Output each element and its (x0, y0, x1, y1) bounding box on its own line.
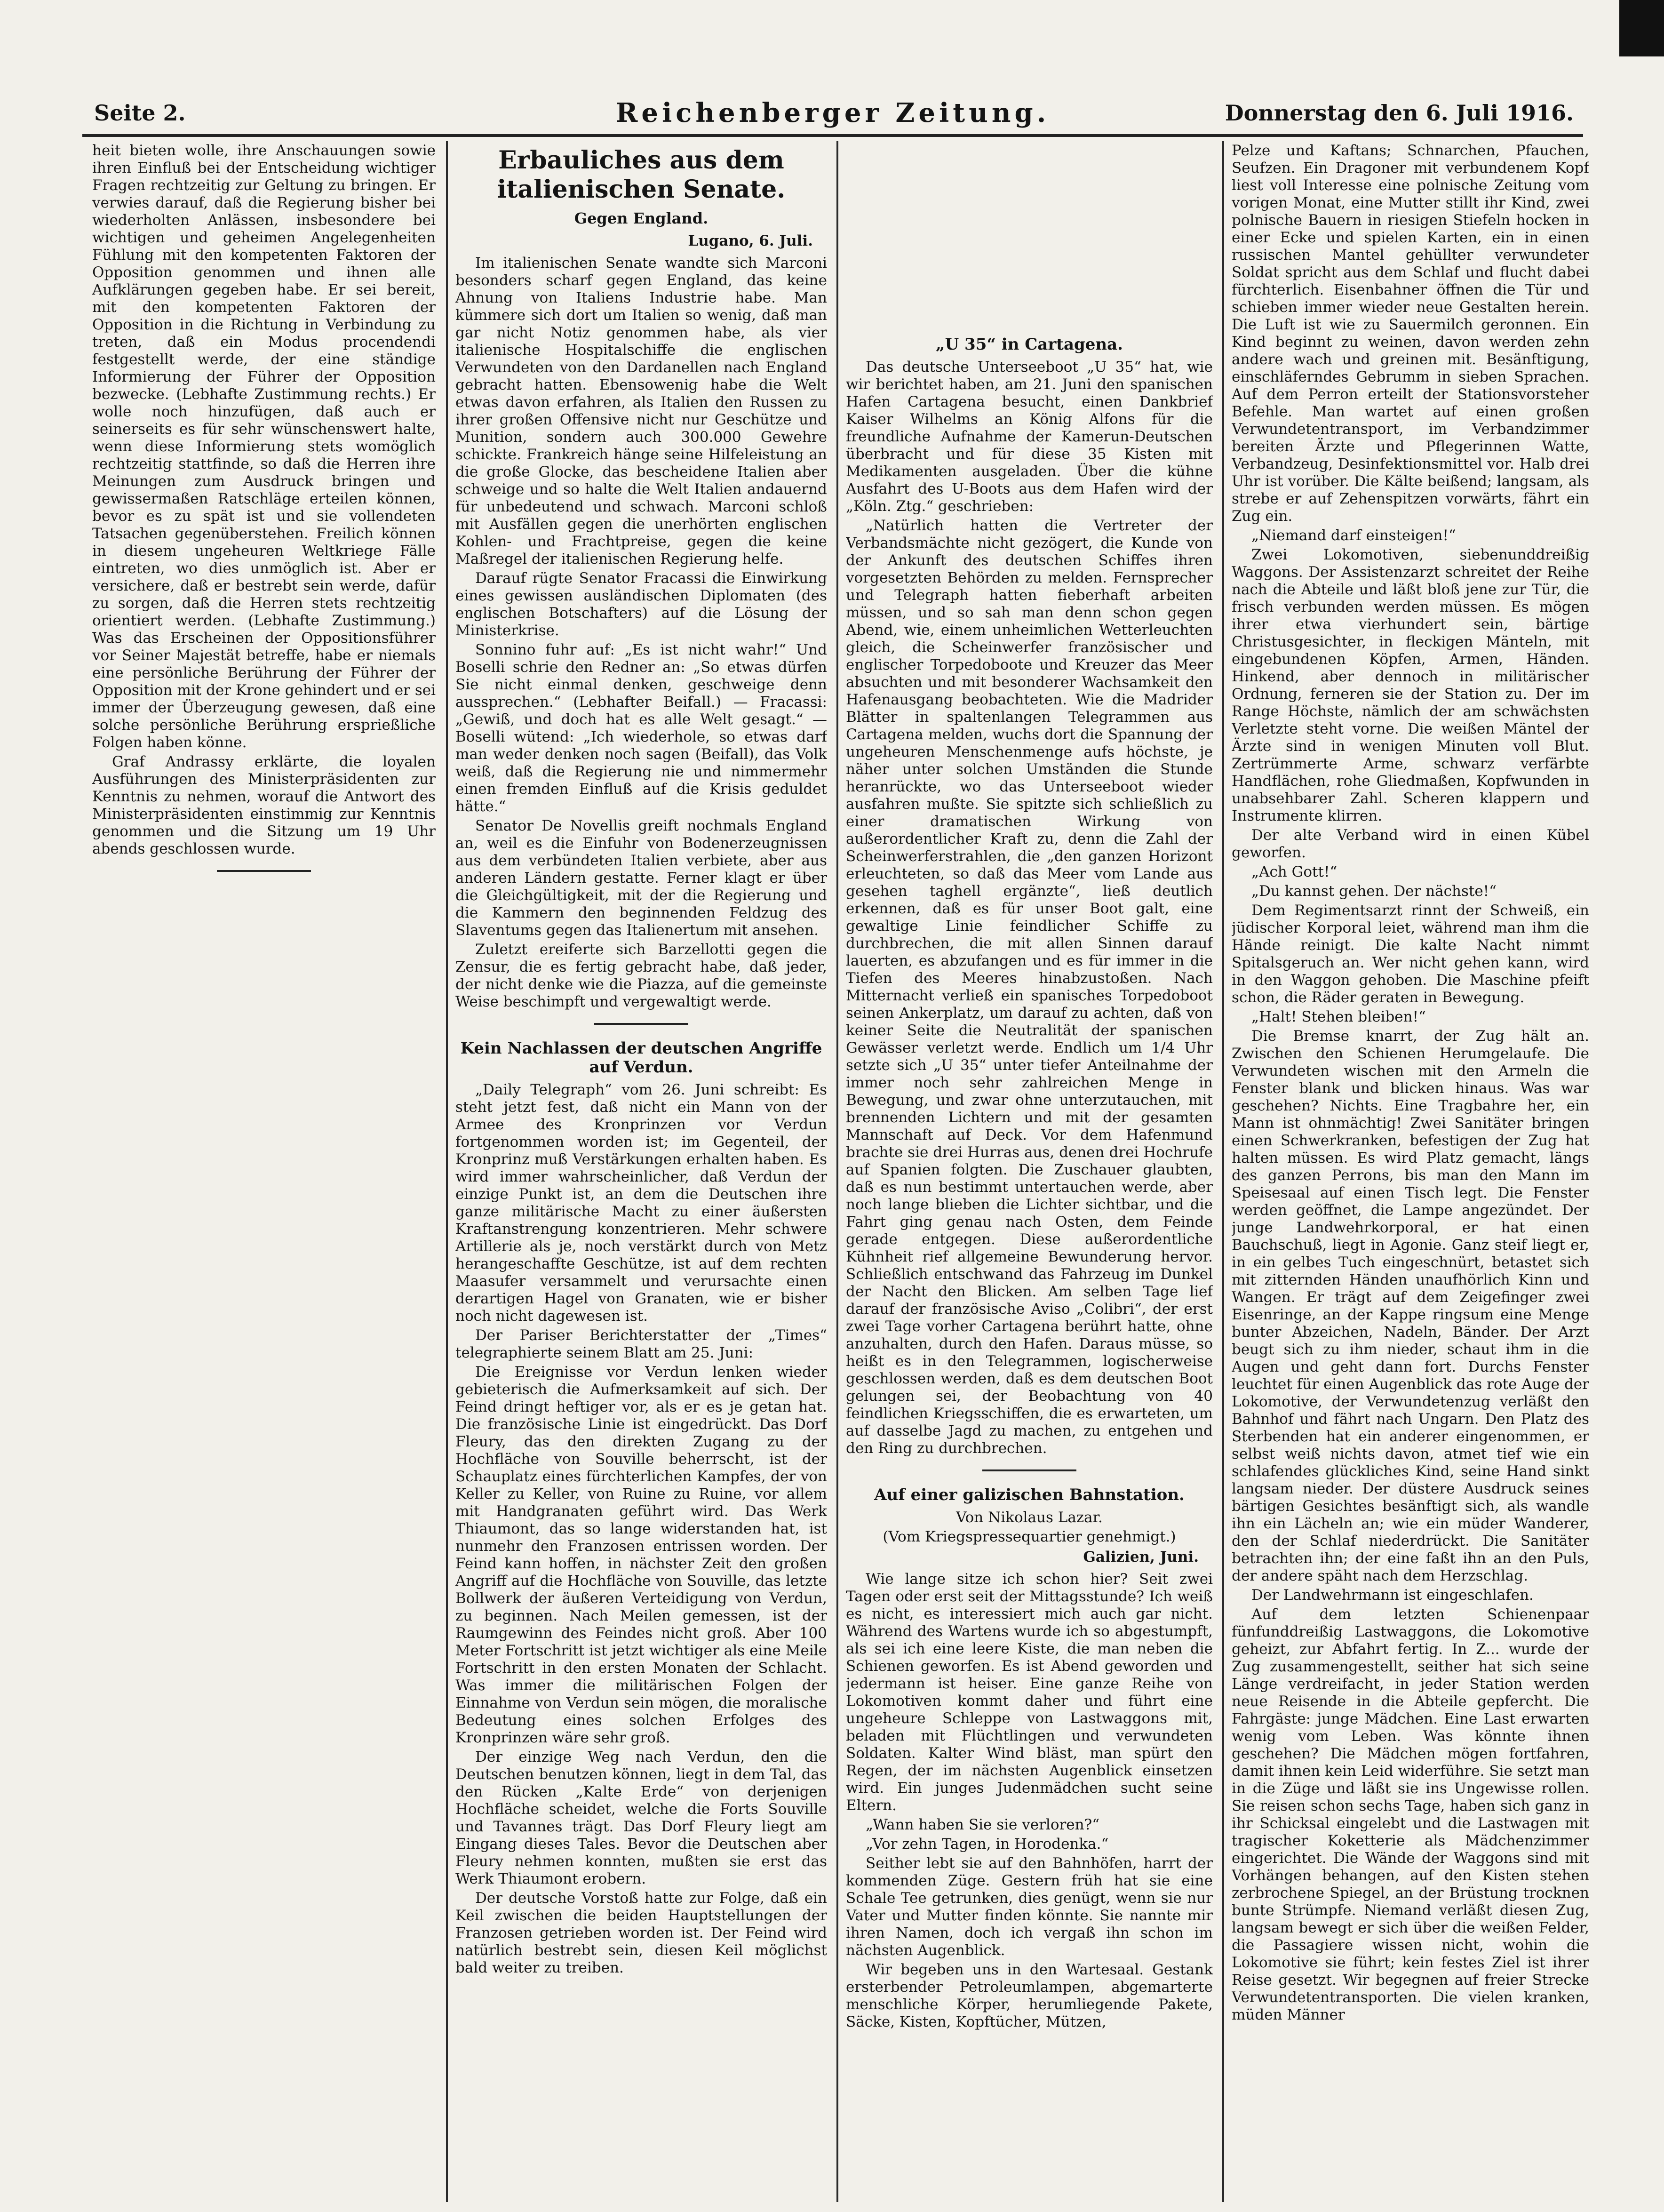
paragraph: heit bieten wolle, ihre Anschauungen sowie ihren Einfluß bei der Entscheidung wichtiger Fragen rechtzeitig zur Geltung zu bringen. Er verwies darauf, daß die Regierung bisher bei wiederholten Anlässen, insbesondere bei wichtigen und geheimen Angelegenheiten Fühlung mit den kompetenten Faktoren der Opposition genommen und ihnen alle Aufklärungen gegeben habe. Er sei bereit, mit den kompetenten Faktoren der Opposition in die Richtung in Verbindung zu treten, daß ein Modus procendendi festgestellt werde, der eine ständige Informierung der Führer der Opposition bezwecke. (Lebhafte Zustimmung rechts.) Er wolle noch hinzufügen, daß auch er seinerseits es für sehr wünschenswert halte, wenn diese Informierung stets womöglich rechtzeitig stattfinde, so daß die Herren ihre Meinungen zum Ausdruck bringen und gewissermaßen Ratschläge erteilen können, bevor es zu spät ist und sie vollendeten Tatsachen gegenüberstehen. Freilich können in diesem ungeheuren Weltkriege Fälle eintreten, wo dies unmöglich ist. Aber er versichere, daß er bestrebt sein werde, dafür zu sorgen, daß die Herren stets rechtzeitig orientiert werden. (Lebhafte Zustimmung.) Was das Erscheinen der Oppositionsführer vor Seiner Majestät betreffe, habe er niemals eine persönliche Berührung der Führer der Opposition mit der Krone gehindert und er sei immer der Überzeugung gewesen, daß eine solche persönliche Berührung ersprießliche Folgen haben könne. (92, 142, 436, 751)
paragraph: Der Landwehrmann ist eingeschlafen. (1251, 1587, 1534, 1604)
paragraph: Das deutsche Unterseeboot „U 35“ hat, wie wir berichtet haben, am 21. Juni den spanischen Hafen Cartagena besucht, einen Dankbrief Kaiser Wilhelms an König Alfons für die freundliche Aufnahme der Kamerun-Deutschen überbracht und für diese 35 Kisten mit Medikamenten ausgeladen. Über die kühne Ausfahrt des U-Boots aus dem Hafen wird der „Köln. Ztg.“ geschrieben: (846, 359, 1213, 515)
paragraph: Zuletzt ereiferte sich Barzellotti gegen die Zensur, die es fertig gebracht habe, daß jeder, der nicht denke wie die Piazza, auf die gemeinste Weise beschimpft und vergewaltigt werde. (455, 941, 827, 1010)
scan-corner-mark (1619, 0, 1664, 56)
page-number: Seite 2. (94, 100, 186, 126)
headline-italian-senate: Erbauliches aus dem italienischen Senate. (497, 146, 786, 204)
separator-rule (982, 1469, 1076, 1471)
paragraph: Die Bremse knarrt, der Zug hält an. Zwischen den Schienen Herumgelaufe. Die Verwundeten wischen mit den Armeln die Fenster blank und blicken hinaus. Was war geschehen? Nichts. Eine Tragbahre her, ein Mann ist ohnmächtig! Zwei Sanitäter bringen einen Schwerkranken, befestigen der Zug hat halten müssen. Es wird Platz gemacht, längs des ganzen Perrons, bis man den Mann im Speisesaal auf einen Tisch legt. Die Fenster werden geöffnet, die Lampe angezündet. Der junge Landwehrkorporal, er hat einen Bauchschuß, liegt in Agonie. Ganz steif liegt er, in ein gelbes Tuch eingeschnürt, betastet sich mit zitternden Händen unaufhörlich Kinn und Wangen. Er trägt auf dem Zeigefinger zwei Eisenringe, an der Kappe ringsum eine Menge bunter Abzeichen, Nadeln, Bänder. Der Arzt beugt sich zu ihm nieder, schaut ihm in die Augen und geht dann fort. Durchs Fenster leuchtet für einen Augenblick das rote Auge der Lokomotive, der Verwundetenzug verläßt den Bahnhof und fährt nach Ungarn. Den Platz des Sterbenden hat ein anderer eingenommen, er selbst weiß nichts davon, atmet tief wie ein schlafendes glückliches Kind, seine Hand sinkt langsam nieder. Der düstere Ausdruck seines bärtigen Gesichtes besänftigt sich, als wandle ihn ein Lächeln an; wie ein müder Wanderer, den der Schlaf niederdrückt. Die Sanitäter betrachten ihn; der eine faßt ihn an den Puls, der andere späht nach dem Herzschlag. (1232, 1028, 1589, 1584)
separator-rule (217, 870, 311, 872)
dateline: Galizien, Juni. (1083, 1549, 1199, 1565)
paragraph: „Du kannst gehen. Der nächste!“ (1251, 883, 1497, 900)
paragraph: Der Pariser Berichterstatter der „Times“ telegraphierte seinem Blatt am 25. Juni: (455, 1327, 827, 1361)
byline: Von Nikolaus Lazar. (956, 1509, 1103, 1526)
issue-date: Donnerstag den 6. Juli 1916. (1225, 100, 1574, 126)
paragraph: Wir begeben uns in den Wartesaal. Gestank ersterbender Petroleumlampen, abgemarterte menschliche Körper, herumliegende Pakete, Säcke, Kisten, Kopftücher, Mützen, (846, 1961, 1213, 2030)
separator-rule (594, 1023, 688, 1025)
paragraph: „Daily Telegraph“ vom 26. Juni schreibt: Es steht jetzt fest, daß nicht ein Mann von der Armee des Kronprinzen vor Verdun fortgenommen worden ist; im Gegenteil, der Kronprinz muß Verstärkungen erhalten haben. Es wird immer wahrscheinlicher, daß Verdun der einzige Punkt ist, an dem die Deutschen ihre ganze militärische Macht zu einer äußersten Kraftanstrengung konzentrieren. Mehr schwere Artillerie als je, noch verstärkt durch von Metz herangeschaffte Geschütze, ist auf dem rechten Maasufer versammelt und verursachte einen derartigen Hagel von Granaten, wie er bisher noch nicht dagewesen ist. (455, 1081, 827, 1325)
paragraph: Wie lange sitze ich schon hier? Seit zwei Tagen oder erst seit der Mittagsstunde? Ich weiß es nicht, es interessiert mich auch gar nicht. Während des Wartens wurde ich so abgestumpft, als sei ich eine leere Kiste, die man neben die Schienen geworfen. Es ist Abend geworden und jedermann ist heiser. Eine ganze Reihe von Lokomotiven kommt daher und führt eine ungeheure Schleppe von Lastwaggons mit, beladen mit Flüchtlingen und verwundeten Soldaten. Kalter Wind bläst, man spürt den Regen, der im nächsten Augenblick einsetzen wird. Ein junges Judenmädchen sucht seine Eltern. (846, 1571, 1213, 1814)
paragraph: Graf Andrassy erklärte, die loyalen Ausführungen des Ministerpräsidenten zur Kenntnis zu nehmen, worauf die Antwort des Ministerpräsidenten einstimmig zur Kenntnis genommen und die Sitzung um 19 Uhr abends geschlossen wurde. (92, 753, 436, 857)
paragraph: „Halt! Stehen bleiben!“ (1251, 1008, 1426, 1025)
headline-verdun: Kein Nachlassen der deutschen Angriffe auf Verdun. (460, 1039, 822, 1077)
column-rule-1 (446, 141, 448, 2202)
column-1 (92, 142, 436, 989)
paragraph: „Ach Gott!“ (1251, 863, 1338, 880)
paragraph: „Vor zehn Tagen, in Horodenka.“ (866, 1836, 1109, 1853)
column-2 (455, 142, 827, 2203)
paragraph: Seither lebt sie auf den Bahnhöfen, harrt der kommenden Züge. Gestern früh hat sie eine Schale Tee getrunken, dies genügt, wenn sie nur Vater und Mutter finden könnte. Sie nannte mir ihren Namen, doch ich vergaß ihn schon im nächsten Augenblick. (846, 1855, 1213, 1959)
paragraph: Auf dem letzten Schienenpaar fünfunddreißig Lastwaggons, die Lokomotive geheizt, zur Abfahrt fertig. In Z... wurde der Zug zusammengestellt, seither hat sich seine Länge verdreifacht, in jeder Station werden neue Reisende in die Abteile gepfercht. Die Fahrgäste: junge Mädchen. Eine Last erwarten wenig vom Leben. Was könnte ihnen geschehen? Die Mädchen mögen fortfahren, damit ihnen kein Leid widerführe. Sie setzt man in die Züge und läßt sie ins Ungewisse rollen. Sie reisen schon sechs Tage, haben sich ganz in ihr Schicksal eingelebt und die Lastwagen mit tragischer Koketterie als Mädchenzimmer eingerichtet. Die Wände der Waggons sind mit Vorhängen behangen, auf den Kisten stehen zerbrochene Spiegel, an der Brüstung trocknen bunte Strümpfe. Niemand verläßt diesen Zug, langsam bewegt er sich über die weißen Felder, die Passagiere wissen nicht, wohin die Lokomotive sie führt; kein festes Ziel ist ihrer Reise gesetzt. Wir begegnen auf freier Strecke Verwundetentransporten. Die vielen kranken, müden Männer (1232, 1606, 1589, 2023)
page-header (82, 92, 1583, 137)
paragraph: Zwei Lokomotiven, siebenunddreißig Waggons. Der Assistenzarzt schreitet der Reihe nach die Abteile und läßt bloß jene zur Tür, die frisch verbunden werden müssen. Es mögen ihrer etwa vierhundert sein, bärtige Christusgesichter, in fleckigen Mänteln, mit eingebundenen Köpfen, Armen, Händen. Hinkend, aber dennoch in militärischer Ordnung, ferneren sie der Station zu. Der im Range Höchste, nämlich der am schwächsten Verletzte steht vorne. Die weißen Mäntel der Ärzte sind in wenigen Minuten voll Blut. Zertrümmerte Arme, schwarz verfärbte Handflächen, rohe Gliedmaßen, Kopfwunden in unabsehbarer Zahl. Scheren klappern und Instrumente klirren. (1232, 546, 1589, 824)
paragraph: „Wann haben Sie sie verloren?“ (866, 1816, 1100, 1833)
paragraph: Sonnino fuhr auf: „Es ist nicht wahr!“ Und Boselli schrie den Redner an: „So etwas dürfen Sie nicht einmal denken, geschweige denn aussprechen.“ (Lebhafter Beifall.) — Fracassi: „Gewiß, und doch hat es alle Welt gesagt.“ — Boselli wütend: „Ich wiederhole, so etwas darf man weder denken noch sagen (Beifall), das Volk weiß, daß die Regierung nie und nimmermehr einen fremden Einfluß auf die Krisis geduldet hätte.“ (455, 641, 827, 815)
paragraph: Der alte Verband wird in einen Kübel geworfen. (1232, 827, 1589, 861)
paragraph: Die Ereignisse vor Verdun lenken wieder gebieterisch die Aufmerksamkeit auf sich. Der Feind dringt heftiger vor, als er es je getan hat. Die französische Linie ist eingedrückt. Das Dorf Fleury, das den direkten Zugang zu der Hochfläche von Souville beherrscht, ist der Schauplatz eines fürchterlichen Kampfes, der von Keller zu Keller, von Ruine zu Ruine, vor allem mit Handgranaten geführt wird. Das Werk Thiaumont, das so lange widerstanden hat, ist nunmehr den Franzosen entrissen worden. Der Feind kann hoffen, in nächster Zeit den großen Angriff auf die Hochfläche von Souville, das letzte Bollwerk der äußeren Verteidigung von Verdun, zu beginnen. Nach Meilen gemessen, ist der Raumgewinn des Feindes nicht groß. Aber 100 Meter Fortschritt ist jetzt wichtiger als eine Meile Fortschritt in den ersten Monaten der Schlacht. Was immer die militärischen Folgen der Einnahme von Verdun sein mögen, die moralische Bedeutung eines solchen Erfolges des Kronprinzen wäre sehr groß. (455, 1364, 827, 1746)
column-4 (1232, 142, 1589, 2203)
masthead-title: Reichenberger Zeitung. (615, 97, 1050, 128)
paragraph: Der einzige Weg nach Verdun, den die Deutschen benutzen können, liegt in dem Tal, das den Rücken „Kalte Erde“ von derjenigen Hochfläche scheidet, welche die Forts Souville und Tavannes trägt. Das Dorf Fleury liegt am Eingang dieses Tales. Bevor die Deutschen aber Fleury nehmen konnten, mußten sie erst das Werk Thiaumont erobern. (455, 1749, 827, 1887)
credit-line: (Vom Kriegspressequartier genehmigt.) (883, 1528, 1176, 1545)
paragraph: Der deutsche Vorstoß hatte zur Folge, daß ein Keil zwischen die beiden Hauptstellungen der Franzosen getrieben worden ist. Der Feind wird natürlich bestrebt sein, diesen Keil möglichst bald weiter zu treiben. (455, 1890, 827, 1976)
paragraph: Im italienischen Senate wandte sich Marconi besonders scharf gegen England, das keine Ahnung von Italiens Industrie habe. Man kümmere sich dort um Italien so wenig, daß man gar nicht Notiz genommen habe, als vier italienische Hospitalschiffe die englischen Verwundeten von den Dardanellen nach England gebracht hatten. Ebensowenig habe die Welt etwas davon erfahren, als Italien den Russen zu ihrer großen Offensive nicht nur Geschütze und Munition, sondern auch 300.000 Gewehre schickte. Frankreich hänge seine Hilfeleistung an die große Glocke, das bescheidene Italien aber schweige und so halte die Welt Italien andauernd für unbedeutend und schwach. Marconi schloß mit Ausfällen gegen die unerhörten englischen Kohlen- und Frachtpreise, gegen die keine Maßregel der italienischen Regierung helfe. (455, 255, 827, 567)
column-3 (846, 142, 1213, 2203)
subhead-gegen-england: Gegen England. (574, 209, 709, 227)
paragraph: Pelze und Kaftans; Schnarchen, Pfauchen, Seufzen. Ein Dragoner mit verbundenem Kopf liest voll Interesse eine polnische Zeitung vom vorigen Monat, eine Mutter stillt ihr Kind, zwei polnische Bauern in riesigen Stiefeln hocken in einer Ecke und spielen Karten, ein in einen russischen Mantel gehüllter verwundeter Soldat spricht aus dem Schlaf und flucht dabei fürchterlich. Eisenbahner öffnen die Tür und schieben immer wieder neue Gestalten herein. Die Luft ist wie zu Sauermilch geronnen. Ein Kind beginnt zu weinen, davon werden zehn andere wach und greinen mit. Besänftigung, einschläferndes Gebrumm in sieben Sprachen. Auf dem Perron erteilt der Stationsvorsteher Befehle. Man wartet auf einen großen Verwundetentransport, im Verbandzimmer bereiten Ärzte und Pflegerinnen Watte, Verbandzeug, Desinfektionsmittel vor. Halb drei Uhr ist vorüber. Die Kälte beißend; langsam, als strebe er auf Zehenspitzen vorwärts, fährt ein Zug ein. (1232, 142, 1589, 525)
headline-galizische-bahnstation: Auf einer galizischen Bahnstation. (874, 1485, 1185, 1504)
column-rule-2 (836, 141, 838, 2202)
paragraph: Dem Regimentsarzt rinnt der Schweiß, ein jüdischer Korporal leiet, während man ihm die Hände reinigt. Die kalte Nacht nimmt Spitalsgeruch an. Wer nicht gehen kann, wird in den Waggon gehoben. Die Maschine pfeift schon, die Räder geraten in Bewegung. (1232, 902, 1589, 1006)
column-rule-3 (1222, 141, 1224, 2202)
paragraph: „Niemand darf einsteigen!“ (1251, 527, 1456, 544)
paragraph: „Natürlich hatten die Vertreter der Verbandsmächte nicht gezögert, die Kunde von der Ankunft des deutschen Schiffes ihren vorgesetzten Behörden zu melden. Fernsprecher und Telegraph hatten fieberhaft arbeiten müssen, und so sah man denn schon gegen Abend, wie, einem unheimlichen Wetterleuchten gleich, die Scheinwerfer französischer und englischer Torpedoboote und Kreuzer das Meer absuchten und mit besonderer Wachsamkeit den Hafenausgang beobachteten. Wie die Madrider Blätter in spaltenlangen Telegrammen aus Cartagena melden, wuchs dort die Spannung der ungeheuren Menschenmenge aufs höchste, je näher unter solchen Umständen die Stunde heranrückte, wo das Unterseeboot wieder ausfahren mußte. Sie spitzte sich schließlich zu einer dramatischen Wirkung von außerordentlicher Kraft zu, denn die Zahl der Scheinwerferstrahlen, die „den ganzen Horizont erleuchteten, so daß das Meer vom Lande aus gesehen taghell ergänzte“, ließ deutlich erkennen, daß es für unser Boot galt, eine gewaltige Linie feindlicher Schiffe zu durchbrechen, die mit allen Sinnen darauf lauerten, es abzufangen und es für immer in die Tiefen des Meeres hinabzustoßen. Nach Mitternacht verließ ein spanisches Torpedoboot seinen Ankerplatz, um darauf zu achten, daß von keiner Seite die Neutralität der spanischen Gewässer verletzt werde. Endlich um 1/4 Uhr setzte sich „U 35“ unter tiefer Anteilnahme der immer noch sehr zahlreichen Menge in Bewegung, und zwar ohne unterzutauchen, mit brennenden Lichtern und mit der gesamten Mannschaft auf Deck. Vor dem Hafenmund brachte sie drei Hurras aus, denen drei Hochrufe auf Spanien folgten. Die Zuschauer glaubten, daß es nun bestimmt untertauchen werde, aber noch lange blieben die Lichter sichtbar, und die Fahrt ging genau nach Osten, dem Feinde gerade entgegen. Diese außerordentliche Kühnheit rief allgemeine Bewunderung hervor. Schließlich entschwand das Fahrzeug im Dunkel der Nacht den Blicken. Am selben Tage lief darauf der französische Aviso „Colibri“, der erst zwei Tage vorher Cartagena berührt hatte, ohne anzuhalten, durch den Hafen. Daraus müsse, so heißt es in den Telegrammen, logischerweise geschlossen werden, daß es dem deutschen Boot gelungen sei, der Beobachtung von 40 feindlichen Kriegsschiffen, die es erwarteten, um auf dasselbe Jagd zu machen, zu entgehen und den Ring zu durchbrechen. (846, 517, 1213, 1457)
paragraph: Darauf rügte Senator Fracassi die Einwirkung eines gewissen ausländischen Diplomaten (des englischen Botschafters) auf die Lösung der Ministerkrise. (455, 570, 827, 639)
headline-u35-cartagena: „U 35“ in Cartagena. (936, 335, 1123, 354)
dateline: Lugano, 6. Juli. (688, 232, 813, 249)
paragraph: Senator De Novellis greift nochmals England an, weil es die Einfuhr von Bodenerzeugnissen aus dem verbündeten Italien verbiete, aber aus anderen Ländern gestatte. Ferner klagt er über die Gleichgültigkeit, mit der die Regierung und die Kammern den beginnenden Feldzug des Slaventums gegen das Italienertum mit ansehen. (455, 817, 827, 939)
